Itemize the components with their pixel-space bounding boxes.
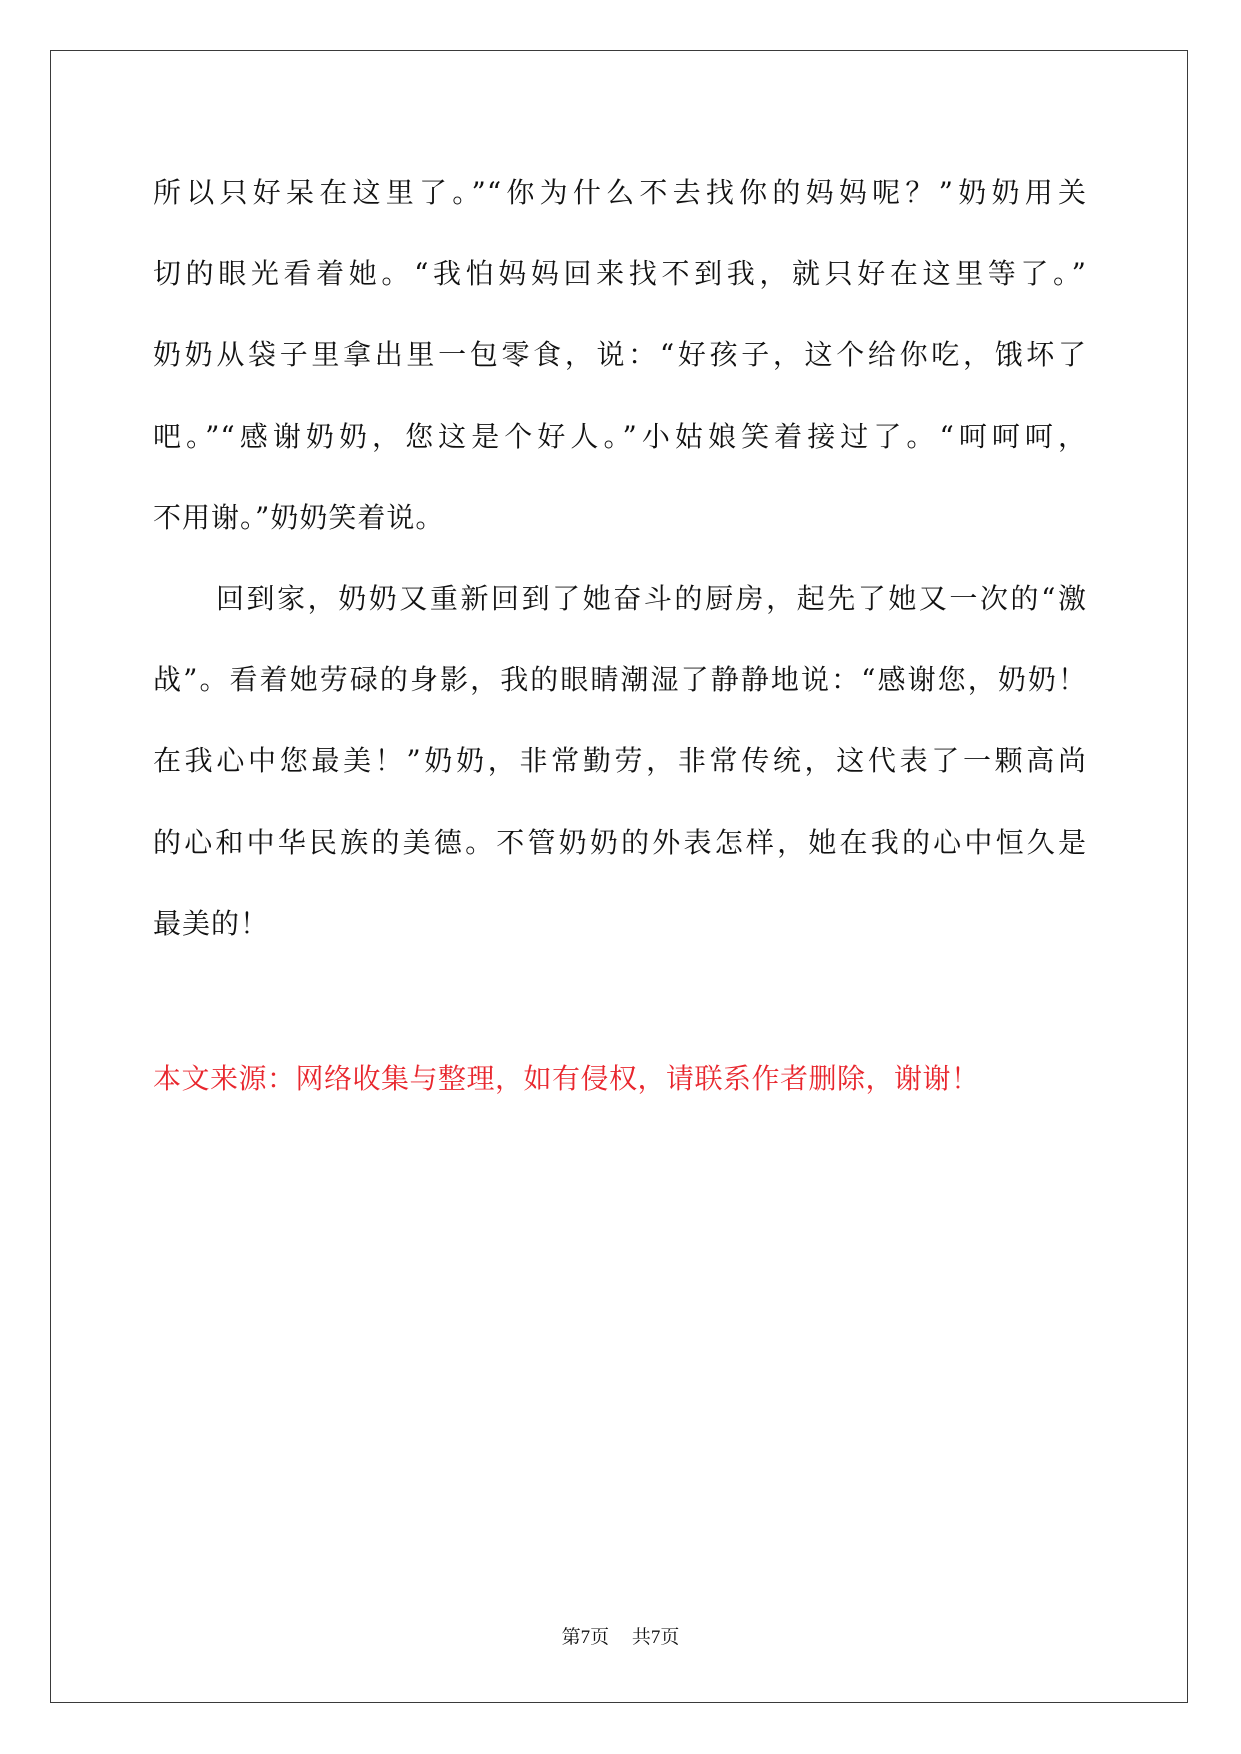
text-line: 不用谢。”奶奶笑着说。 <box>153 500 445 534</box>
text-line: 的心和中华民族的美德。不管奶奶的外表怎样，她在我的心中恒久是 <box>153 825 1087 859</box>
paragraph-1 <box>153 152 1087 558</box>
body-text <box>153 152 1087 964</box>
text-line: 在我心中您最美！”奶奶，非常勤劳，非常传统，这代表了一颗高尚 <box>153 744 1087 778</box>
text-line: 最美的！ <box>153 906 270 940</box>
text-line: 所以只好呆在这里了。”“你为什么不去找你的妈妈呢？”奶奶用关 <box>153 176 1087 209</box>
text-line: 吧。”“感谢奶奶，您这是个好人。”小姑娘笑着接过了。“呵呵呵， <box>153 419 1087 453</box>
text-line: 切的眼光看着她。“我怕妈妈回来找不到我，就只好在这里等了。” <box>153 257 1087 291</box>
text-line: 奶奶从袋子里拿出里一包零食，说：“好孩子，这个给你吃，饿坏了 <box>153 338 1087 372</box>
paragraph-2 <box>153 558 1087 964</box>
text-line: 回到家，奶奶又重新回到了她奋斗的厨房，起先了她又一次的“激 <box>216 581 1087 615</box>
page-number-current: 第7页 <box>561 1627 610 1648</box>
text-line: 战”。看着她劳碌的身影，我的眼睛潮湿了静静地说：“感谢您，奶奶！ <box>153 663 1087 697</box>
page-number-total: 共7页 <box>631 1627 680 1648</box>
source-note: 本文来源：网络收集与整理，如有侵权，请联系作者删除，谢谢！ <box>153 1062 980 1095</box>
page-footer <box>0 1624 1241 1652</box>
